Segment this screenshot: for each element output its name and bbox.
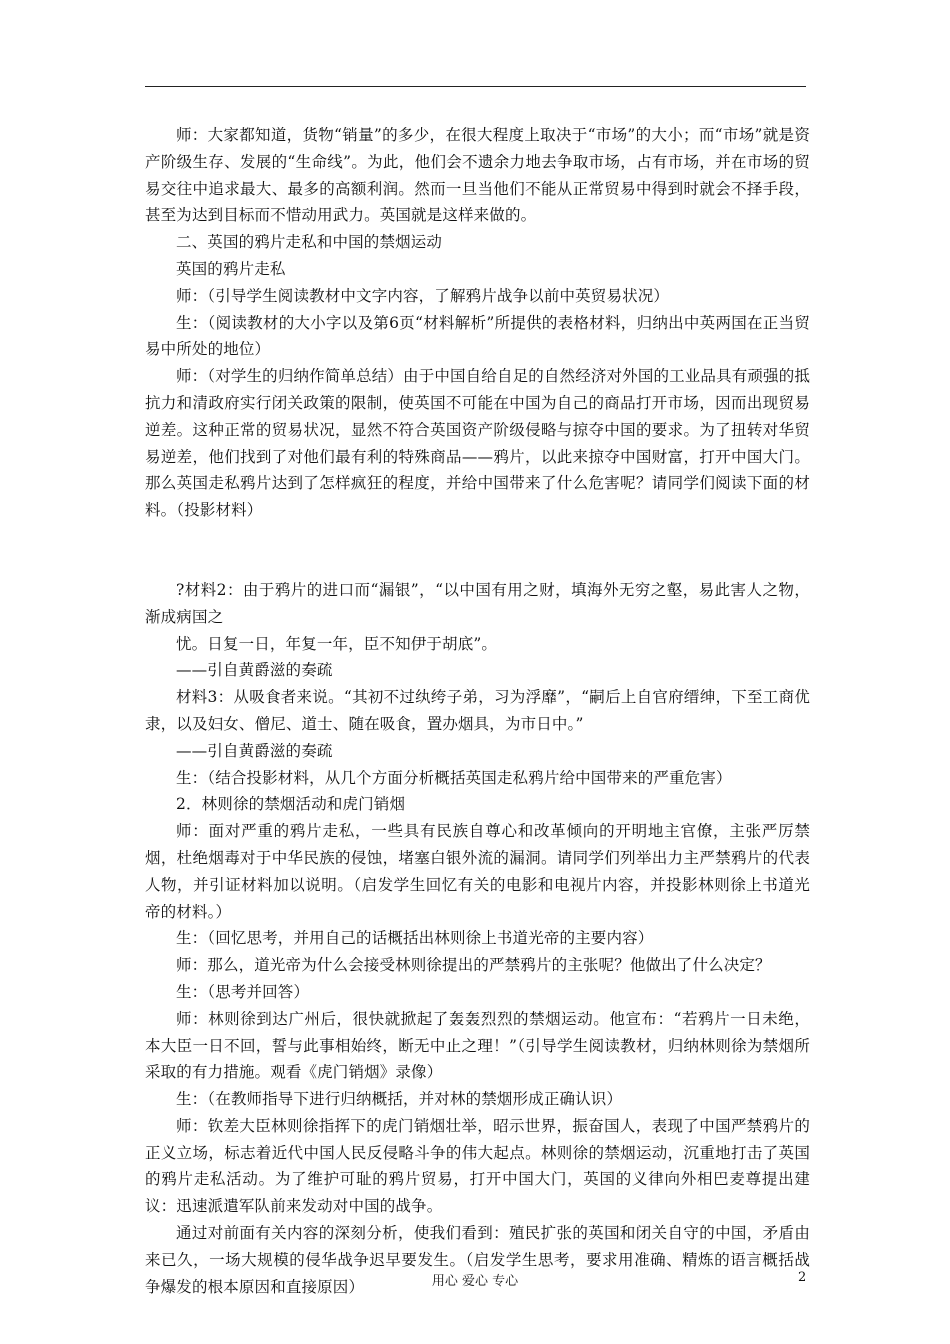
paragraph: 生：（在教师指导下进行归纳概括，并对林的禁烟形成正确认识） xyxy=(176,1090,623,1109)
paragraph: 通过对前面有关内容的深刻分析，使我们看到：殖民扩张的英国和闭关自守的中国，矛盾由来已久，一场大规模的侵华战争迟早要发生。（启发学生思考，要求用准确、精炼的语言概括战争爆发的根本原因和直接原因） xyxy=(145,1224,810,1296)
paragraph: 师：（引导学生阅读教材中文字内容，了解鸦片战争以前中英贸易状况） xyxy=(176,286,670,305)
paragraph: 生：（思考并回答） xyxy=(176,982,310,1001)
quote-source: ——引自黄爵滋的奏疏 xyxy=(176,741,333,760)
footer-motto: 用心 爱心 专心 xyxy=(431,1274,519,1289)
section-heading: 二、英国的鸦片走私和中国的禁烟运动 xyxy=(176,233,443,252)
material-quote: ?材料2：由于鸦片的进口而“漏银”，“以中国有用之财，填海外无穷之壑，易此害人之物，渐成病国之 xyxy=(145,580,810,626)
paragraph: 师：面对严重的鸦片走私，一些具有民族自尊心和改革倾向的开明地主官僚，主张严厉禁烟，杜绝烟毒对于中华民族的侵蚀，堵塞白银外流的漏洞。请同学们列举出力主严禁鸦片的代表人物，并引证材料加以说明。（启发学生回忆有关的电影和电视片内容，并投影林则徐上书道光帝的材料。） xyxy=(145,822,810,921)
quote-source: ——引自黄爵滋的奏疏 xyxy=(176,661,333,680)
paragraph: 生：（阅读教材的大小字以及第6页“材料解析”所提供的表格材料，归纳出中英两国在正当贸易中所处的地位） xyxy=(145,313,810,359)
paragraph: 师：那么，道光帝为什么会接受林则徐提出的严禁鸦片的主张呢？他做出了什么决定？ xyxy=(176,956,771,975)
subsection-heading: 2．林则徐的禁烟活动和虎门销烟 xyxy=(176,795,406,814)
paragraph: 生：（回忆思考，并用自己的话概括出林则徐上书道光帝的主要内容） xyxy=(176,929,654,948)
paragraph: 师：（对学生的归纳作简单总结）由于中国自给自足的自然经济对外国的工业品具有顽强的抵抗力和清政府实行闭关政策的限制，使英国不可能在中国为自己的商品打开市场，因而出现贸易逆差。这种正常的贸易状况，显然不符合英国资产阶级侵略与掠夺中国的要求。为了扭转对华贸易逆差，他们找到了对他们最有利的特殊商品——鸦片，以此来掠夺中国财富，打开中国大门。那么英国走私鸦片达到了怎样疯狂的程度，并给中国带来了什么危害呢？请同学们阅读下面的材料。（投影材料） xyxy=(145,367,810,520)
paragraph: 师：林则徐到达广州后，很快就掀起了轰轰烈烈的禁烟运动。他宣布：“若鸦片一日未绝，本大臣一日不回，誓与此事相始终，断无中止之理！”（引导学生阅读教材，归纳林则徐为禁烟所采取的有力措施。观看《虎门销烟》录像） xyxy=(145,1009,810,1082)
paragraph: 师：大家都知道，货物“销量”的多少，在很大程度上取决于“市场”的大小；而“市场”就是资产阶级生存、发展的“生命线”。为此，他们会不遗余力地去争取市场，占有市场，并在市场的贸易交往中追求最大、最多的高额利润。然而一旦当他们不能从正常贸易中得到时就会不择手段，甚至为达到目标而不惜动用武力。英国就是这样来做的。 xyxy=(145,126,810,225)
material-quote: 材料3：从吸食者来说。“其初不过纨绔子弟，习为浮靡”，“嗣后上自官府缙绅，下至工商优隶，以及妇女、僧尼、道士、随在吸食，置办烟具，为市日中。” xyxy=(145,688,810,733)
paragraph: 师：钦差大臣林则徐指挥下的虎门销烟壮举，昭示世界，振奋国人，表现了中国严禁鸦片的正义立场，标志着近代中国人民反侵略斗争的伟大起点。林则徐的禁烟运动，沉重地打击了英国的鸦片走私活动。为了维护可耻的鸦片贸易，打开中国大门，英国的义律向外相巴麦尊提出建议：迅速派遣军队前来发动对中国的战争。 xyxy=(145,1116,810,1216)
subsection-heading: 英国的鸦片走私 xyxy=(176,259,286,278)
blank-space xyxy=(145,524,810,577)
page-number: 2 xyxy=(798,1270,807,1285)
paragraph: 生：（结合投影材料，从几个方面分析概括英国走私鸦片给中国带来的严重危害） xyxy=(176,768,732,787)
material-quote-continued: 忧。日复一日，年复一年，臣不知伊于胡底”。 xyxy=(176,634,498,653)
document-body xyxy=(145,122,810,1300)
header-rule xyxy=(145,86,806,87)
